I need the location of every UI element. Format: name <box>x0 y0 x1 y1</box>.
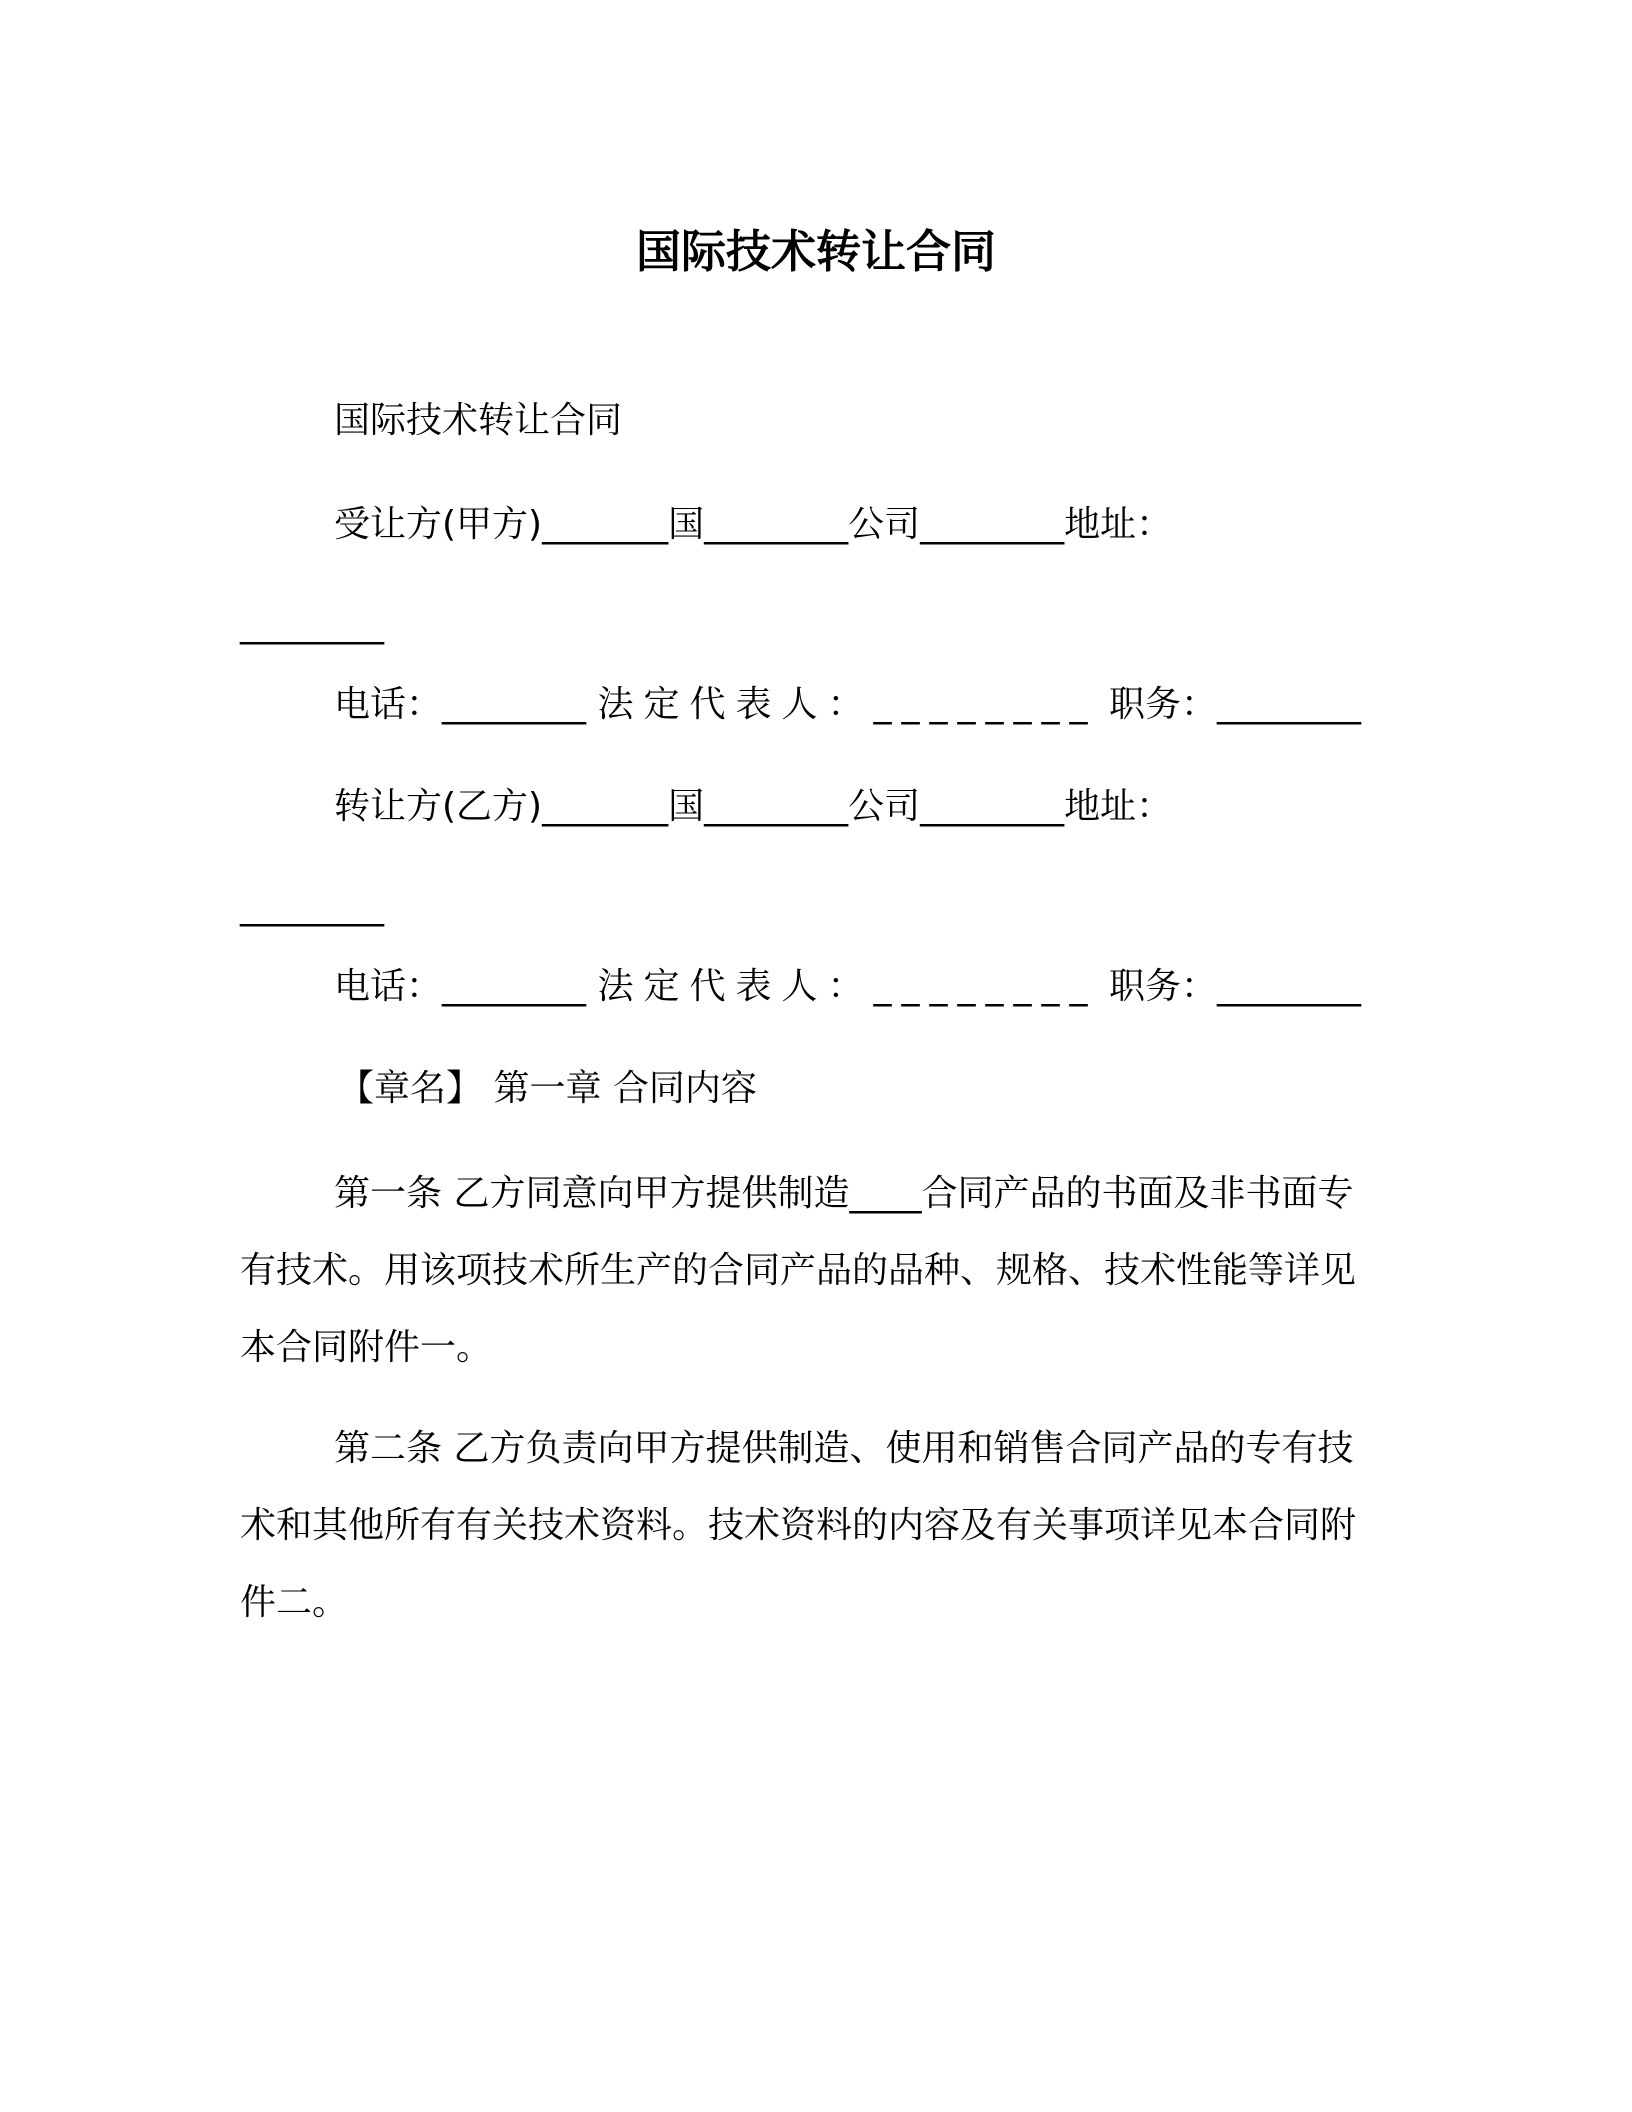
party-a-contact-line <box>334 680 1361 730</box>
party-b-position: 职务：________ <box>1108 966 1361 1007</box>
party-a-position: 职务：________ <box>1108 684 1361 725</box>
party-b-contact-line <box>334 962 1361 1012</box>
party-b-phone: 电话：________ <box>334 966 587 1007</box>
document-title: 国际技术转让合同 <box>635 225 996 278</box>
party-a-address-blank: ________ <box>240 604 384 645</box>
party-b-legal-rep: 法定代表人：________ <box>597 966 1098 1007</box>
article-1: 第一条 乙方同意向甲方提供制造____合同产品的书面及非书面专有技术。用该项技术所生产的合同产品的品种、规格、技术性能等详见本合同附件一。 <box>240 1173 1357 1368</box>
party-b-address-blank: ________ <box>240 886 384 927</box>
chapter-heading: 【章名】 第一章 合同内容 <box>338 1068 757 1109</box>
party-a-line: 受让方(甲方)_______国________公司________地址： <box>334 504 1173 545</box>
party-a-legal-rep: 法定代表人：________ <box>597 684 1098 725</box>
document-subtitle: 国际技术转让合同 <box>334 400 623 441</box>
party-b-line: 转让方(乙方)_______国________公司________地址： <box>334 786 1173 827</box>
party-a-phone: 电话：________ <box>334 684 587 725</box>
article-2: 第二条 乙方负责向甲方提供制造、使用和销售合同产品的专有技术和其他所有有关技术资料。技术资料的内容及有关事项详见本合同附件二。 <box>240 1428 1357 1623</box>
